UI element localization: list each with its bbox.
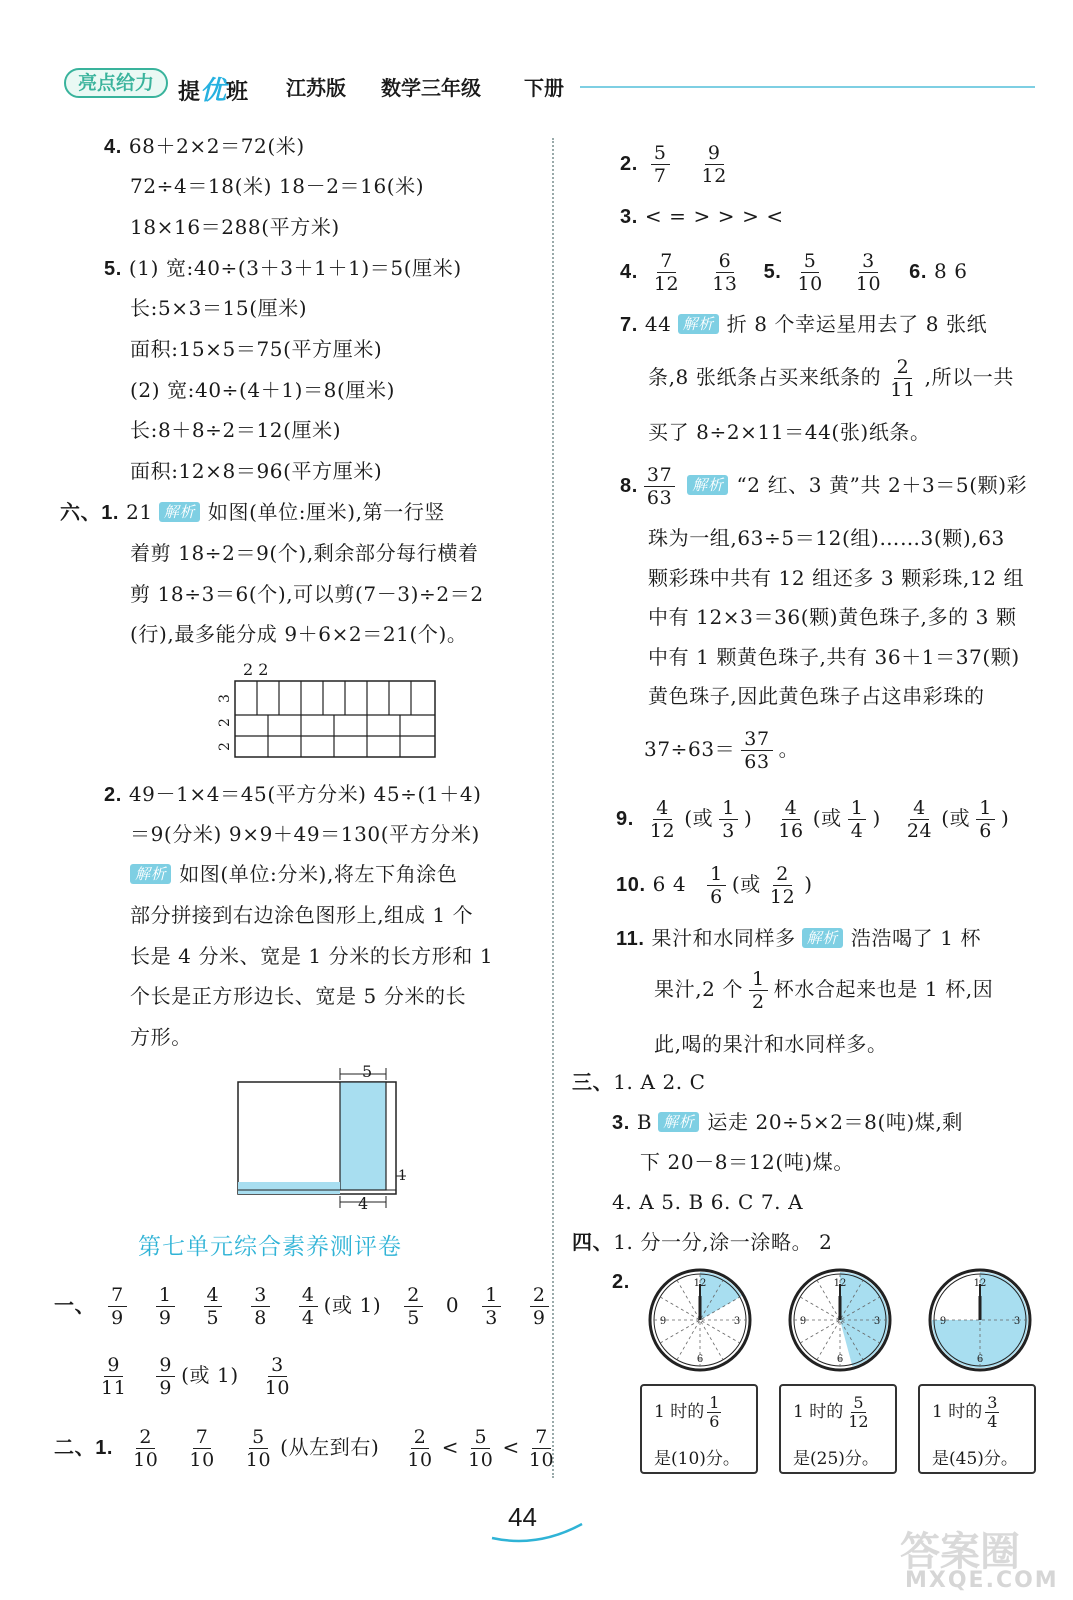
r-q9: 9. $\frac{4}{12}$ (或 $\frac{1}{3}$ ) $\frac{4}{16}$ (或 $\frac{1}{4}$ ) $\frac{4}{24}$ (或 $\frac{1}{6}$ ) <box>616 797 1010 842</box>
analysis-tag: 解析 <box>658 1112 699 1132</box>
edition: 江苏版 <box>286 76 346 100</box>
s3-line1: 三、1. A 2. C <box>572 1070 706 1094</box>
r-q11-line1: 11. 果汁和水同样多 解析 浩浩喝了 1 杯 <box>616 926 982 950</box>
s4-line1: 四、1. 分一分,涂一涂略。 2 <box>572 1230 833 1254</box>
analysis-tag: 解析 <box>159 502 200 522</box>
fraction: $\frac{5}{12}$ <box>848 1393 869 1431</box>
fraction: $\frac{1}{3}$ <box>719 797 738 842</box>
unit7-title: 第七单元综合素养测评卷 <box>138 1234 402 1260</box>
s2-q1: 二、1. $\frac{2}{10}$ $\frac{7}{10}$ $\frac{5}{10}$ (从左到右) $\frac{2}{10}$ < $\frac{5}{10}$ < $\frac{7}{10}$ <box>54 1422 563 1472</box>
s6-q2-line5: 长是 4 分米、宽是 1 分米的长方形和 1 <box>130 944 494 968</box>
fraction: $\frac{4}{12}$ <box>649 797 676 842</box>
svg-text:9: 9 <box>939 1316 947 1327</box>
volume: 下册 <box>524 76 564 100</box>
clock-caption-3: 1 时的 $\frac{3}{4}$ 是(45)分。 <box>918 1384 1036 1474</box>
fraction: $\frac{1}{2}$ <box>749 968 768 1013</box>
s6-q2-line7: 方形。 <box>130 1025 192 1049</box>
fraction: $\frac{1}{4}$ <box>848 797 867 842</box>
svg-text:6: 6 <box>836 1354 844 1365</box>
fraction: $\frac{1}{9}$ <box>156 1284 175 1329</box>
q5-line6: 面积:12×8＝96(平方厘米) <box>130 459 383 483</box>
svg-text:9: 9 <box>659 1316 667 1327</box>
fraction: $\frac{9}{12}$ <box>701 142 727 187</box>
r-q4-q6: 4. $\frac{7}{12}$ $\frac{6}{13}$ 5. $\frac{5}{10}$ $\frac{3}{10}$ 6. 8 6 <box>620 250 968 295</box>
r-q10: 10. 6 4 $\frac{1}{6}$ (或 $\frac{2}{12}$ ) <box>616 863 813 908</box>
svg-text:3: 3 <box>873 1316 881 1327</box>
fraction: $\frac{6}{13}$ <box>712 250 738 295</box>
fraction: $\frac{9}{11}$ <box>101 1354 127 1399</box>
clock-1 <box>650 1270 750 1370</box>
q4-line3: 18×16＝288(平方米) <box>130 215 340 239</box>
clock-3 <box>930 1270 1030 1370</box>
s6-q2-line6: 个长是正方形边长、宽是 5 分米的长 <box>130 984 467 1008</box>
brand-logo: 亮点给力 <box>64 68 168 98</box>
fraction: $\frac{2}{9}$ <box>530 1284 549 1329</box>
r-q8-line2: 珠为一组,63÷5＝12(组)……3(颗),63 <box>648 526 1005 550</box>
fraction: $\frac{4}{24}$ <box>906 797 933 842</box>
fraction: $\frac{3}{4}$ <box>987 1393 998 1431</box>
r-q8-line3: 颗彩珠中共有 12 组还多 3 颗彩珠,12 组 <box>648 566 1025 590</box>
fraction: $\frac{2}{12}$ <box>769 863 796 908</box>
s6-q2-line4: 部分拼接到右边涂色图形上,组成 1 个 <box>130 903 474 927</box>
r-q3: 3. < = > > > < <box>620 204 784 228</box>
q5-line3: 面积:15×5＝75(平方厘米) <box>130 337 383 361</box>
fraction: $\frac{2}{5}$ <box>404 1284 423 1329</box>
q5-line5: 长:8＋8÷2＝12(厘米) <box>130 418 342 442</box>
fraction: $\frac{37}{63}$ <box>741 728 772 773</box>
fraction: $\frac{7}{12}$ <box>653 250 680 295</box>
fraction: $\frac{5}{10}$ <box>468 1426 494 1471</box>
r-q7-line3: 买了 8÷2×11＝44(张)纸条。 <box>648 420 931 444</box>
series-highlight: 优 <box>200 76 227 106</box>
s3-q3-line1: 3. B 解析 运走 20÷5×2＝8(吨)煤,剩 <box>612 1110 964 1134</box>
clock-faces <box>644 1266 1044 1376</box>
r-q7-line2: 条,8 张纸条占买来纸条的 $\frac{2}{11}$ ,所以一共 <box>648 356 1014 401</box>
page-number: 44 <box>508 1502 537 1532</box>
analysis-tag: 解析 <box>687 475 728 495</box>
cutting-grid-figure <box>234 680 438 760</box>
q4-line2: 72÷4＝18(米) 18－2＝16(米) <box>130 174 425 198</box>
r-q8-line6: 黄色珠子,因此黄色珠子占这串彩珠的 <box>648 684 985 708</box>
svg-text:12: 12 <box>973 1278 987 1289</box>
fraction: $\frac{7}{10}$ <box>528 1426 555 1471</box>
svg-text:12: 12 <box>833 1278 847 1289</box>
rectangle-splice-figure <box>236 1064 416 1214</box>
fraction: $\frac{2}{11}$ <box>890 356 916 401</box>
figure-label-1: 1 <box>398 1168 407 1184</box>
grid-side-labels: 3 2 2 <box>217 694 233 751</box>
series-name: 提优班 <box>178 76 249 106</box>
subject: 数学三年级 <box>381 76 481 100</box>
s6-q1-line3: 剪 18÷3＝6(个),可以剪(7－3)÷2＝2 <box>130 582 484 606</box>
q5-line4: (2) 宽:40÷(4＋1)＝8(厘米) <box>130 378 396 402</box>
fraction: $\frac{5}{10}$ <box>797 250 823 295</box>
r-q8-line4: 中有 12×3＝36(颗)黄色珠子,多的 3 颗 <box>648 605 1017 629</box>
watermark-site: MXQE.COM <box>905 1568 1059 1593</box>
svg-text:3: 3 <box>1013 1316 1021 1327</box>
fraction: $\frac{2}{10}$ <box>407 1426 433 1471</box>
clock-2 <box>790 1270 890 1370</box>
svg-text:9: 9 <box>799 1316 807 1327</box>
svg-text:3: 3 <box>733 1316 741 1327</box>
fraction: $\frac{3}{10}$ <box>264 1354 291 1399</box>
svg-text:12: 12 <box>693 1278 707 1289</box>
header-rule <box>580 86 1035 88</box>
page-number-swoosh <box>488 1500 588 1544</box>
r-q8-line5: 中有 1 颗黄色珠子,共有 36＋1＝37(颗) <box>648 645 1020 669</box>
s6-q2-line1: 2. 49－1×4＝45(平方分米) 45÷(1＋4) <box>104 782 482 806</box>
fraction: $\frac{37}{63}$ <box>644 464 675 509</box>
s6-q1-line2: 着剪 18÷2＝9(个),剩余部分每行横着 <box>130 541 479 565</box>
s4-q2-num: 2. <box>612 1271 630 1293</box>
analysis-tag: 解析 <box>678 314 719 334</box>
fraction: $\frac{1}{6}$ <box>707 863 726 908</box>
fraction: $\frac{4}{4}$ <box>299 1284 318 1329</box>
watermark: 答案圈 <box>900 1529 1020 1575</box>
s3-q3-line2: 下 20－8＝12(吨)煤。 <box>640 1150 854 1174</box>
fraction: $\frac{9}{9}$ <box>156 1354 175 1399</box>
figure-label-4: 4 <box>358 1194 369 1213</box>
clock-caption-2: 1 时的 $\frac{5}{12}$ 是(25)分。 <box>779 1384 897 1474</box>
svg-text:6: 6 <box>976 1354 984 1365</box>
fraction: $\frac{3}{10}$ <box>855 250 882 295</box>
fraction: $\frac{7}{9}$ <box>108 1284 127 1329</box>
r-q11-line3: 此,喝的果汁和水同样多。 <box>654 1032 888 1056</box>
s1-row2: $\frac{9}{11}$ $\frac{9}{9}$ (或 1) $\frac{3}{10}$ <box>92 1350 299 1400</box>
figure-label-5: 5 <box>362 1062 373 1081</box>
s1-row1: 一、 $\frac{7}{9}$ $\frac{1}{9}$ $\frac{4}{5}$ $\frac{3}{8}$ $\frac{4}{4}$ (或 1) $\frac{2}{5}$ 0 $\frac{1}{3}$ $\frac{2}{9}$ <box>54 1280 555 1330</box>
fraction: $\frac{1}{3}$ <box>482 1284 501 1329</box>
q5-line1: 5. (1) 宽:40÷(3＋3＋1＋1)＝5(厘米) <box>104 256 462 280</box>
r-q7-line1: 7. 44 解析 折 8 个幸运星用去了 8 张纸 <box>620 312 988 336</box>
s3-line3: 4. A 5. B 6. C 7. A <box>612 1190 804 1214</box>
s6-q2-line2: ＝9(分米) 9×9＋49＝130(平方分米) <box>130 822 480 846</box>
r-q2: 2. $\frac{5}{7}$ $\frac{9}{12}$ <box>620 138 736 188</box>
column-divider <box>552 138 554 1478</box>
analysis-tag: 解析 <box>130 864 171 884</box>
clock-caption-1: 1 时的 $\frac{1}{6}$ 是(10)分。 <box>640 1384 758 1474</box>
s6-q2-line3: 解析 如图(单位:分米),将左下角涂色 <box>124 860 458 888</box>
svg-text:6: 6 <box>696 1354 704 1365</box>
s6-q1-line1: 六、1. 21 解析 如图(单位:厘米),第一行竖 <box>60 500 446 524</box>
r-q8-line1: 8. $\frac{37}{63}$ 解析 “2 红、3 黄”共 2＋3＝5(颗)彩 <box>620 464 1028 509</box>
page-header <box>56 60 1036 104</box>
fraction: $\frac{4}{5}$ <box>204 1284 223 1329</box>
fraction: $\frac{3}{8}$ <box>251 1284 270 1329</box>
fraction: $\frac{5}{7}$ <box>651 142 670 187</box>
fraction: $\frac{7}{10}$ <box>189 1426 215 1471</box>
analysis-tag: 解析 <box>802 928 843 948</box>
fraction: $\frac{5}{10}$ <box>245 1426 272 1471</box>
s6-q1-line4: (行),最多能分成 9＋6×2＝21(个)。 <box>130 622 468 646</box>
r-q11-line2: 果汁,2 个 $\frac{1}{2}$ 杯水合起来也是 1 杯,因 <box>654 968 994 1013</box>
fraction: $\frac{1}{6}$ <box>709 1393 720 1431</box>
q4-line1: 4. 68＋2×2＝72(米) <box>104 134 305 158</box>
grid-top-label: 2 2 <box>243 660 269 679</box>
fraction: $\frac{4}{16}$ <box>778 797 804 842</box>
q5-line2: 长:5×3＝15(厘米) <box>130 296 308 320</box>
fraction: $\frac{2}{10}$ <box>133 1426 159 1471</box>
r-q8-line7: 37÷63＝ $\frac{37}{63}$ 。 <box>644 728 800 773</box>
fraction: $\frac{1}{6}$ <box>976 797 995 842</box>
